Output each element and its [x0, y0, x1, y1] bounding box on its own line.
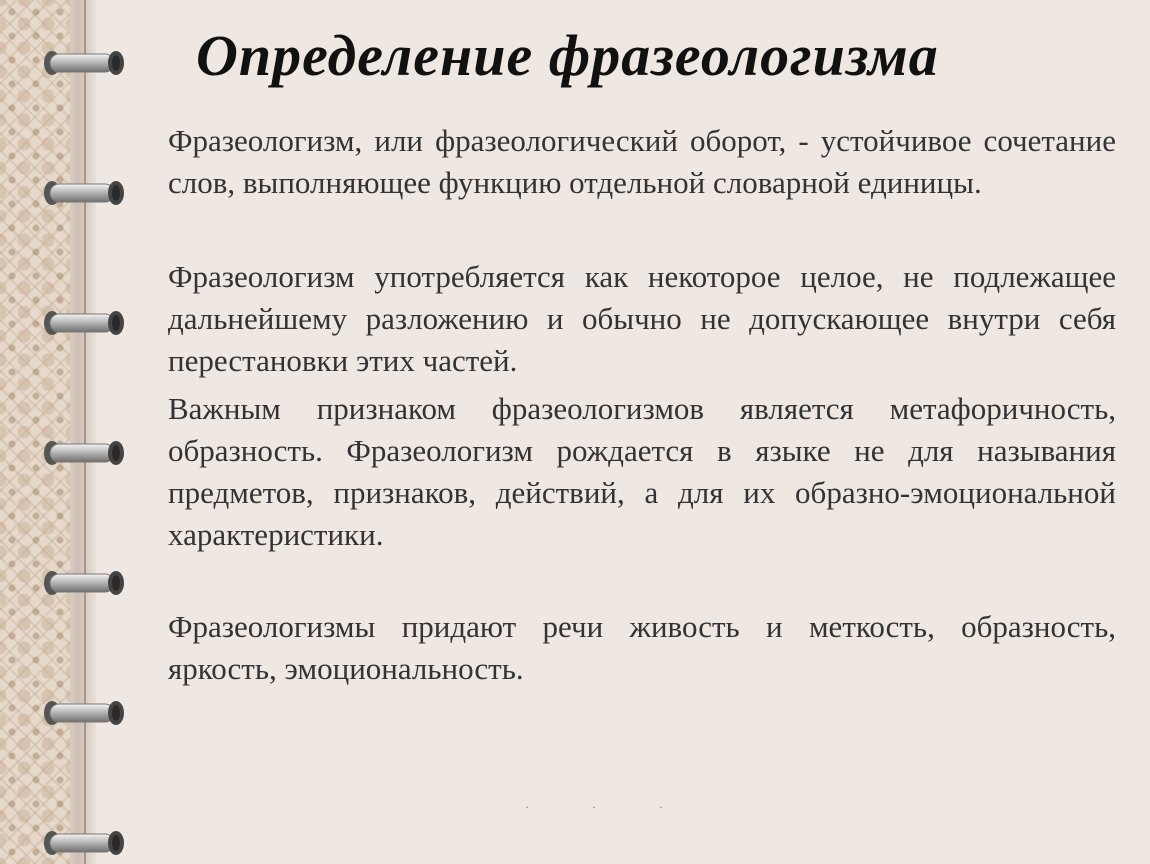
binding-ring-icon — [42, 48, 128, 78]
binding-ring-icon — [42, 828, 128, 858]
decorative-dots: · · · — [525, 800, 693, 814]
binding-edge — [70, 0, 96, 864]
binding-ring-icon — [42, 568, 128, 598]
paragraph-expressiveness: Фразеологизмы придают речи живость и меткость, образность, яркость, эмоциональность. — [168, 609, 1116, 686]
paragraph-usage: Фразеологизм употребляется как некоторое целое, не подлежащее дальнейшему разложению и обычно не допускающее внутри себя перестановки этих частей. — [168, 259, 1116, 378]
binding-ring-icon — [42, 698, 128, 728]
paragraph-metaphor: Важным признаком фразеологизмов является метафоричность, образность. Фразеологизм рождается в языке не для называния предметов, признаков, действий, а для их образно-эмоциональной характеристики. — [168, 391, 1116, 552]
paragraph-definition: Фразеологизм, или фразеологический оборот, - устойчивое сочетание слов, выполняющее функцию отдельной словарной единицы. — [168, 123, 1116, 200]
binding-line — [84, 0, 86, 864]
binding-ring-icon — [42, 178, 128, 208]
slide-title: Определение фразеологизма — [196, 23, 939, 88]
decorative-binding-strip — [0, 0, 70, 864]
binding-ring-icon — [42, 308, 128, 338]
binding-ring-icon — [42, 438, 128, 468]
slide-page — [130, 0, 1130, 864]
